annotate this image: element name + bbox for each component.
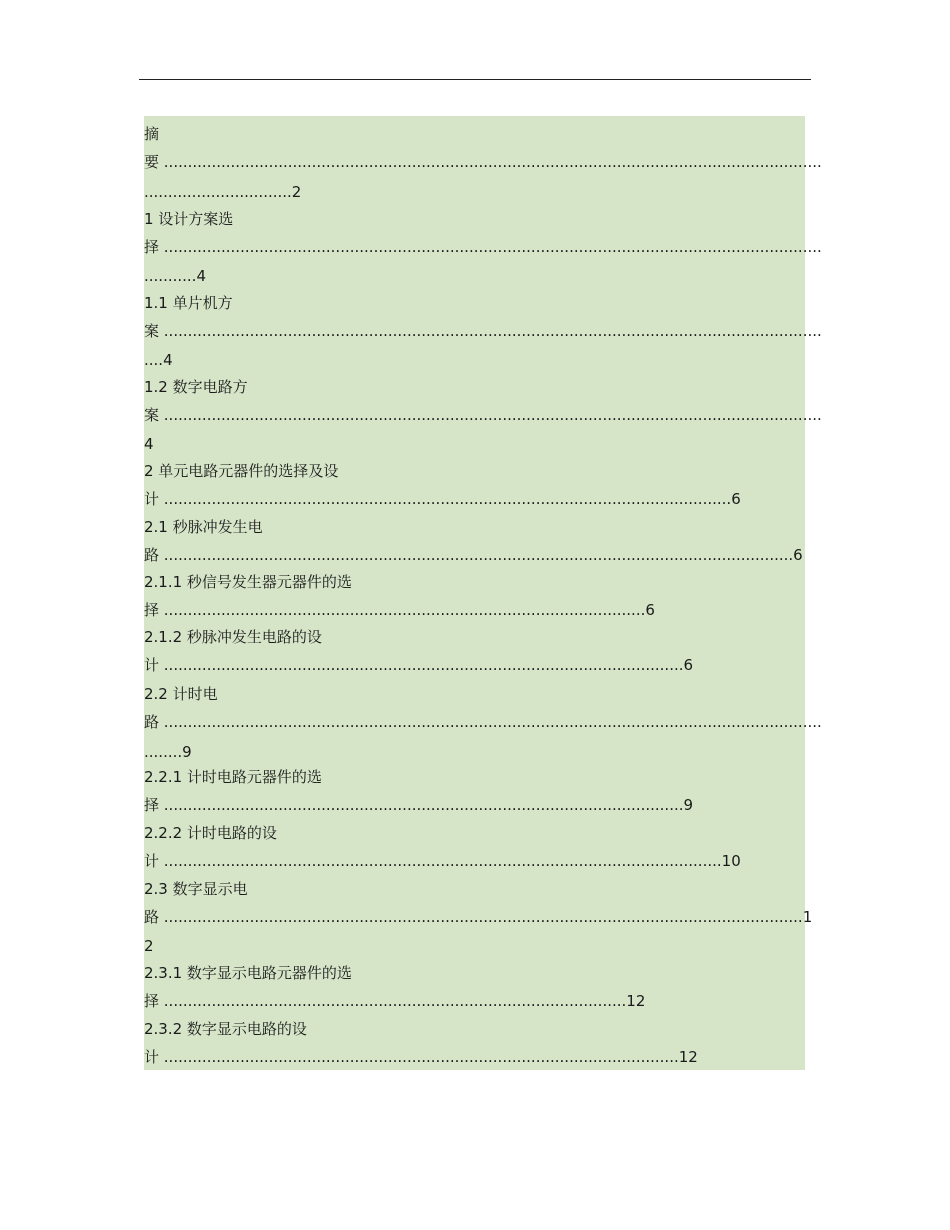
toc-entry-leader: 择 .......................................................................................................................................... [144,238,822,256]
toc-entry-leader: 计 ............................................................................................................12 [144,1048,698,1066]
toc-entry-title: 1 设计方案选 [144,210,234,228]
toc-entry-leader: 计 .......................................................................................................................6 [144,490,741,508]
toc-entry-title: 2.3.1 数字显示电路元器件的选 [144,964,352,982]
toc-entry-leader: 案 .......................................................................................................................................... [144,322,822,340]
toc-entry-page: ...............................2 [144,183,302,201]
toc-entry-title: 2.3.2 数字显示电路的设 [144,1020,307,1038]
toc-entry-leader: 路 ....................................................................................................................................6 [144,546,803,564]
toc-entry-title: 2.2.1 计时电路元器件的选 [144,768,322,786]
toc-entry-page: ...........4 [144,267,206,285]
toc-entry-leader: 计 .....................................................................................................................10 [144,852,741,870]
toc-entry-title: 摘 [144,125,160,143]
toc-entry-title: 2.3 数字显示电 [144,880,248,898]
toc-entry-leader: 路 ......................................................................................................................................1 [144,908,813,926]
toc-entry-leader: 择 .................................................................................................12 [144,992,646,1010]
toc-entry-leader: 计 .............................................................................................................6 [144,656,694,674]
header-rule [139,79,811,80]
toc-entry-page: 2 [144,937,154,955]
toc-entry-title: 2.1 秒脉冲发生电 [144,518,263,536]
toc-entry-title: 2.2.2 计时电路的设 [144,824,277,842]
toc-entry-title: 1.1 单片机方 [144,294,233,312]
toc-entry-leader: 要 .......................................................................................................................................... [144,153,822,171]
toc-entry-title: 2.1.2 秒脉冲发生电路的设 [144,628,322,646]
toc-entry-title: 2.1.1 秒信号发生器元器件的选 [144,573,352,591]
toc-entry-page: ........9 [144,743,192,761]
toc-entry-page: 4 [144,435,154,453]
toc-entry-leader: 择 .....................................................................................................6 [144,601,655,619]
toc-entry-leader: 案 .......................................................................................................................................... [144,406,822,424]
toc-entry-title: 2 单元电路元器件的选择及设 [144,462,339,480]
toc-entry-page: ....4 [144,351,173,369]
toc-entry-title: 2.2 计时电 [144,685,218,703]
toc-entry-title: 1.2 数字电路方 [144,378,248,396]
toc-entry-leader: 路 .......................................................................................................................................... [144,713,822,731]
toc-entry-leader: 择 .............................................................................................................9 [144,796,694,814]
